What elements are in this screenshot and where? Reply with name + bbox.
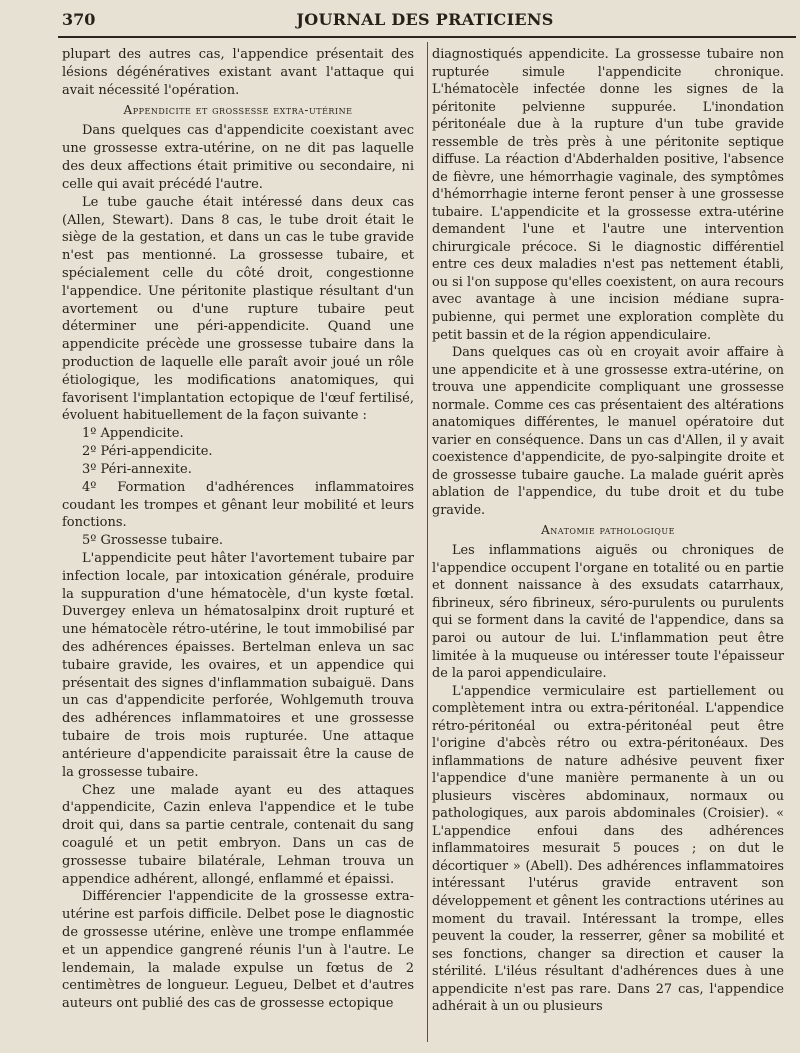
list-item: 1º Appendicite. <box>82 426 184 442</box>
paragraph: Dans quelques cas où en croyait avoir affaire à une appendicite et à une grossesse extra-utérine, on trouva une appendicite compliquant une grossesse normale. Comme ces cas présentaient des altérations anatomiques différentes, le manuel opératoire dut varier en conséquence. Dans un cas d'Allen, il y avait coexistence d'appendicite, de pyo-salpingite droite et de grossesse tubaire gauche. La malade guérit après ablation de l'appendice, du tube droit et du tube gravide. <box>432 345 784 518</box>
header-rule <box>58 36 796 38</box>
section-heading: Anatomie pathologique <box>541 523 675 538</box>
paragraph: Chez une malade ayant eu des attaques d'appendicite, Cazin enleva l'appendice et le tube droit qui, dans sa partie centrale, contenait du sang coagulé et un petit embryon. Dans un cas de grossesse tubaire bilatérale, Lehman trouva un appendice adhérent, allongé, enflammé et épaissi. <box>62 782 414 887</box>
right-column <box>432 46 784 1016</box>
paragraph: Les inflammations aiguës ou chroniques de l'appendice occupent l'organe en totalité ou en partie et donnent naissance à des exsudats catarrhaux, fibrineux, séro fibrineux, séro-purulents ou purulents qui se forment dans la cavité de l'appendice, dans sa paroi ou autour de lui. L'inflammation peut être limitée à la muqueuse ou intéresser toute l'épaisseur de la paroi appendiculaire. <box>432 543 784 682</box>
column-divider <box>427 42 428 1042</box>
paragraph: L'appendicite peut hâter l'avortement tubaire par infection locale, par intoxication générale, produire la suppuration d'une hématocèle, d'un kyste fœtal. Duvergey enleva un hématosalpinx droit rupturé et une hématocèle rétro-utérine, le tout immobilisé par des adhérences épaisses. Bertelman enleva un sac tubaire gravide, les ovaires, et un appendice qui présentait des signes d'inflammation subaiguë. Dans un cas d'appendicite perforée, Wohlgemuth trouva des adhérences inflammatoires et une grossesse tubaire de trois mois rupturée. Une attaque antérieure d'appendicite paraissait être la cause de la grossesse tubaire. <box>62 550 414 780</box>
page-header <box>60 6 790 32</box>
paragraph: Le tube gauche était intéressé dans deux cas (Allen, Stewart). Dans 8 cas, le tube droit était le siège de la gestation, et dans un cas le tube gravide n'est pas mentionné. La grossesse tubaire, et spécialement celle du côté droit, congestionne l'appendice. Une péritonite plastique résultant d'un avortement ou d'une rupture tubaire peut déterminer une péri-appendicite. Quand une appendicite précède une grossesse tubaire dans la production de laquelle elle paraît avoir joué un rôle étiologique, les modifications anatomiques, qui favorisent l'implantation ectopique de l'œuf fertilisé, évoluent habituellement de la façon suivante : <box>62 194 414 424</box>
list-item: 2º Péri-appendicite. <box>82 444 213 460</box>
paragraph: L'appendice vermiculaire est partiellement ou complètement intra ou extra-péritonéal. L'appendice rétro-péritonéal ou extra-péritonéal peut être l'origine d'abcès rétro ou extra-péritonéaux. Des inflammations de nature adhésive peuvent fixer l'appendice d'une manière permanente à un ou plusieurs viscères abdominaux, normaux ou pathologiques, aux parois abdominales (Croisier). « L'appendice enfoui dans des adhérences inflammatoires mesurait 5 pouces ; on dut le décortiquer » (Abell). Des adhérences inflammatoires intéressant l'utérus gravide entravent son développement et gênent les contractions utérines au moment du travail. Intéressant la trompe, elles peuvent la couder, la resserrer, gêner sa mobilité et ses fonctions, changer sa direction et causer la stérilité. L'iléus résultant d'adhérences dues à une appendicite n'est pas rare. Dans 27 cas, l'appendice adhérait à un ou plusieurs <box>432 683 784 1015</box>
journal-title: JOURNAL DES PRATICIENS <box>296 10 554 29</box>
list-item: 3º Péri-annexite. <box>82 461 192 477</box>
paragraph: diagnostiqués appendicite. La grossesse tubaire non rupturée simule l'appendicite chronique. L'hématocèle infectée donne les signes de la péritonite pelvienne suppurée. L'inondation péritonéale due à la rupture d'un tube gravide ressemble de très près à une péritonite septique diffuse. La réaction d'Abderhalden positive, l'absence de fièvre, une hémorrhagie vaginale, des symptômes d'hémorrhagie interne feront penser à une grossesse tubaire. L'appendicite et la grossesse extra-utérine demandent l'une et l'autre une intervention chirurgicale précoce. Si le diagnostic différentiel entre ces deux maladies n'est pas nettement établi, ou si l'on suppose qu'elles coexistent, on aura recours avec avantage à une incision médiane supra-pubienne, qui permet une exploration complète du petit bassin et de la région appendiculaire. <box>432 47 784 343</box>
paragraph: Différencier l'appendicite de la grossesse extra-utérine est parfois difficile. Delbet pose le diagnostic de grossesse utérine, enlève une trompe enflammée et un appendice gangrené réunis l'un à l'autre. Le lendemain, la malade expulse un fœtus de 2 centimètres de longueur. Legueu, Delbet et d'autres auteurs ont publié des cas de grossesse ectopique <box>62 889 414 1012</box>
left-column <box>62 46 414 1013</box>
paragraph: plupart des autres cas, l'appendice présentait des lésions dégénératives existant avant l'attaque qui avait nécessité l'opération. <box>62 47 414 98</box>
list-item: 5º Grossesse tubaire. <box>82 533 224 549</box>
paragraph: Dans quelques cas d'appendicite coexistant avec une grossesse extra-utérine, on ne dit pas laquelle des deux affections était primitive ou secondaire, ni celle qui avait précédé l'autre. <box>62 123 414 192</box>
section-heading: Appendicite et grossesse extra-utérine <box>123 103 353 118</box>
list-item: 4º Formation d'adhérences inflammatoires coudant les trompes et gênant leur mobilité et leurs fonctions. <box>62 479 414 531</box>
page-number: 370 <box>62 10 96 29</box>
